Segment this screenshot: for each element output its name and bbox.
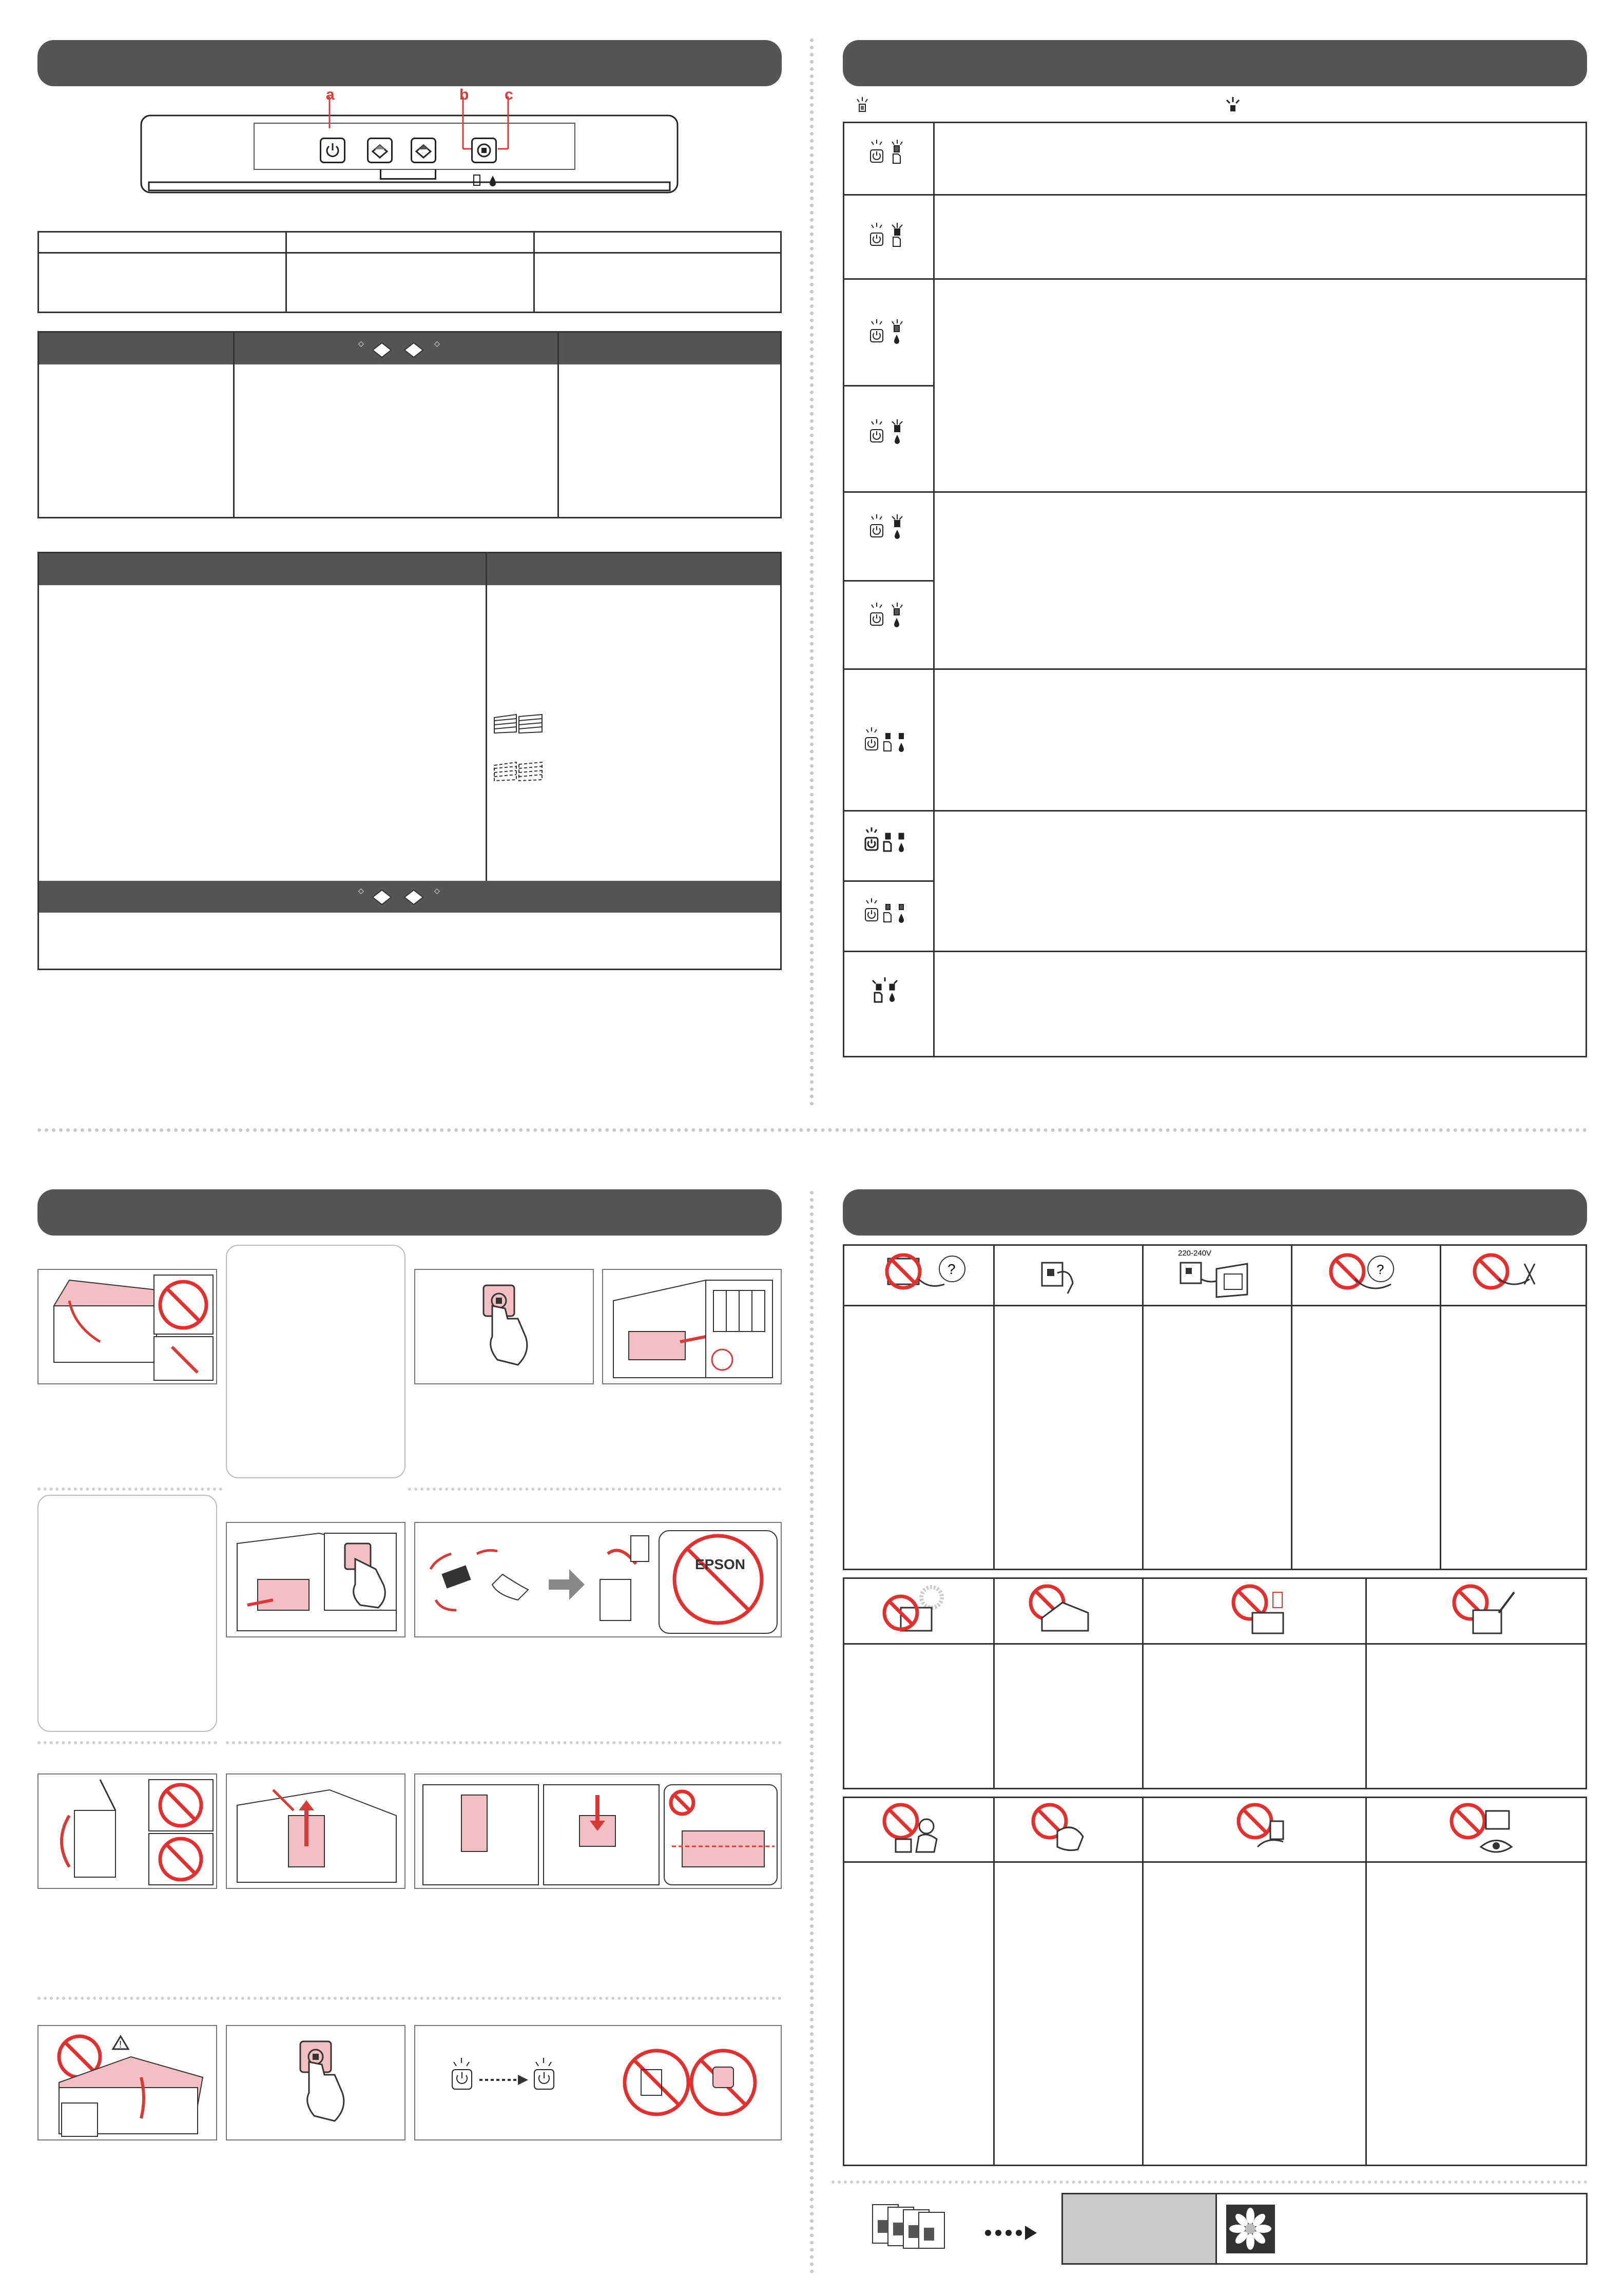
epson-label: EPSON xyxy=(695,1556,746,1572)
nozzle-footer-icons xyxy=(357,886,444,909)
light-pattern-icon-9 xyxy=(862,897,914,936)
safety-icon-no-sharp-objects xyxy=(1447,1582,1524,1641)
table-col-divider xyxy=(1440,1246,1441,1569)
copy-color-button[interactable] xyxy=(411,138,436,163)
step-image-open-scanner xyxy=(37,1269,217,1384)
svg-text:◇: ◇ xyxy=(434,339,440,348)
safety-icon-no-disassemble-cord xyxy=(1468,1248,1550,1302)
safety-icon-no-spray xyxy=(1227,1582,1304,1641)
light-pattern-icon-3 xyxy=(867,318,908,357)
svg-text:?: ? xyxy=(948,1261,956,1277)
on-light-legend-icon xyxy=(1223,95,1243,118)
button-description-table xyxy=(37,231,782,313)
step-image-insert-cartridge xyxy=(414,1773,782,1889)
table-col-divider xyxy=(1291,1246,1292,1569)
copy-table xyxy=(37,331,782,518)
svg-text:!: ! xyxy=(119,2039,122,2050)
column-divider-bottom xyxy=(810,1191,814,2274)
safety-icon-no-damaged-cord xyxy=(1324,1248,1406,1302)
table-col-divider xyxy=(933,123,935,1056)
safety-icon-eye-contact xyxy=(1445,1801,1527,1860)
section-header-ink-replacement xyxy=(37,1189,782,1236)
svg-text:◇: ◇ xyxy=(434,886,440,895)
callout-c: c xyxy=(505,86,513,103)
table-col-divider xyxy=(1365,1798,1367,2165)
nozzle-bad-pattern-icon xyxy=(493,761,545,784)
table-col-divider xyxy=(993,1579,995,1788)
callout-b: b xyxy=(459,86,469,103)
safety-icon-row-divider xyxy=(844,1861,1586,1863)
safety-icon-hand-outlet xyxy=(1032,1252,1083,1301)
copy-arrow-bracket xyxy=(380,169,436,180)
table-col-divider xyxy=(557,333,559,517)
light-pattern-icon-5 xyxy=(867,513,908,552)
page-divider-horizontal xyxy=(37,1128,1588,1132)
safety-icon-row-divider xyxy=(844,1643,1586,1645)
step-image-wait-power-light xyxy=(414,2025,782,2140)
power-icon xyxy=(321,139,344,162)
footer-gray-panel xyxy=(1063,2194,1217,2263)
note-box-2 xyxy=(37,1495,217,1732)
section-header-lights xyxy=(843,40,1587,86)
voltage-label: 220-240V xyxy=(1178,1249,1212,1258)
lights-row-divider xyxy=(844,668,1586,670)
light-pattern-icon-8 xyxy=(862,826,914,865)
callout-a: a xyxy=(326,86,335,103)
note-box-1 xyxy=(226,1245,405,1478)
safety-icon-no-sunlight xyxy=(875,1582,952,1641)
light-pattern-icon-7 xyxy=(862,726,914,765)
power-button[interactable] xyxy=(320,138,345,163)
nozzle-check-table xyxy=(37,552,782,970)
table-col-divider xyxy=(993,1798,995,2165)
column-divider-top xyxy=(810,38,814,1106)
safety-icon-power-cord-question xyxy=(867,1248,970,1302)
table-col-divider xyxy=(233,333,235,517)
cartridge-pack-illustration xyxy=(867,2194,955,2253)
table-col-divider xyxy=(1142,1579,1144,1788)
table-col-divider xyxy=(1142,1246,1144,1569)
nozzle-table-header xyxy=(39,553,780,585)
ink-drop-icon xyxy=(489,175,497,187)
copy-color-icon xyxy=(412,139,435,162)
step-divider xyxy=(408,1488,782,1491)
lights-row-divider xyxy=(844,194,1586,196)
lights-status-table xyxy=(843,122,1587,1057)
svg-text:?: ? xyxy=(1377,1262,1384,1277)
step-divider xyxy=(226,1741,782,1744)
lights-row-divider xyxy=(844,880,933,882)
step-divider xyxy=(37,1741,217,1744)
lights-row-divider xyxy=(844,385,933,387)
step-image-press-stop-1 xyxy=(414,1269,594,1384)
lights-row-divider xyxy=(844,278,1586,280)
step-image-unpack-cartridge xyxy=(414,1522,782,1637)
light-pattern-icon-1 xyxy=(867,139,908,177)
ink-light-indicator xyxy=(489,175,497,189)
light-pattern-icon-4 xyxy=(867,418,908,457)
arrow-icon xyxy=(983,2223,1039,2246)
lights-row-divider xyxy=(844,810,1586,812)
step-image-lift-cartridge xyxy=(226,1773,405,1889)
light-pattern-icon-10 xyxy=(867,975,908,1019)
table-col-divider xyxy=(1142,1798,1144,2165)
step-divider xyxy=(37,1997,782,2000)
copy-bw-icon xyxy=(369,139,391,162)
safety-icon-row-divider xyxy=(844,1305,1586,1306)
light-pattern-icon-2 xyxy=(867,222,908,260)
footer-divider xyxy=(832,2181,1588,2184)
lights-row-divider xyxy=(844,580,933,582)
section-header-safety xyxy=(843,1189,1587,1236)
svg-text:◇: ◇ xyxy=(358,886,364,895)
table-col-divider xyxy=(993,1246,995,1569)
table-col-divider xyxy=(285,233,287,312)
safety-icon-no-tilt xyxy=(1021,1582,1098,1641)
step-image-close-scanner xyxy=(37,2025,217,2140)
section-header-control-panel xyxy=(37,40,782,86)
step-image-move-cartridge xyxy=(226,1522,405,1637)
table-col-divider xyxy=(1365,1579,1367,1788)
copy-buttons-header-icons xyxy=(357,339,444,362)
lights-row-divider xyxy=(844,491,1586,493)
safety-icon-no-shake-cartridge xyxy=(1227,1801,1304,1860)
flashing-light-legend-icon xyxy=(852,95,873,118)
step-image-press-stop-2 xyxy=(226,2025,405,2140)
safety-icon-no-skin-contact xyxy=(1021,1801,1098,1860)
light-pattern-icon-6 xyxy=(867,602,908,640)
table-header-row xyxy=(39,252,780,254)
stop-icon xyxy=(473,139,495,162)
lights-row-divider xyxy=(844,951,1586,952)
table-col-divider xyxy=(533,233,535,312)
copy-bw-button[interactable] xyxy=(367,138,393,163)
flower-icon xyxy=(1226,2205,1275,2253)
safety-icon-keep-from-children xyxy=(875,1801,952,1860)
svg-text:◇: ◇ xyxy=(358,339,364,348)
footer-info-box xyxy=(1061,2193,1588,2265)
paper-light-indicator xyxy=(473,175,480,186)
step-image-remove-tape xyxy=(37,1773,217,1889)
step-divider xyxy=(37,1488,222,1491)
safety-icon-voltage xyxy=(1175,1248,1252,1302)
stop-reset-button[interactable] xyxy=(471,138,497,163)
nozzle-good-pattern-icon xyxy=(493,713,545,737)
table-col-divider xyxy=(486,553,487,881)
step-image-cartridge-holder xyxy=(602,1269,782,1384)
